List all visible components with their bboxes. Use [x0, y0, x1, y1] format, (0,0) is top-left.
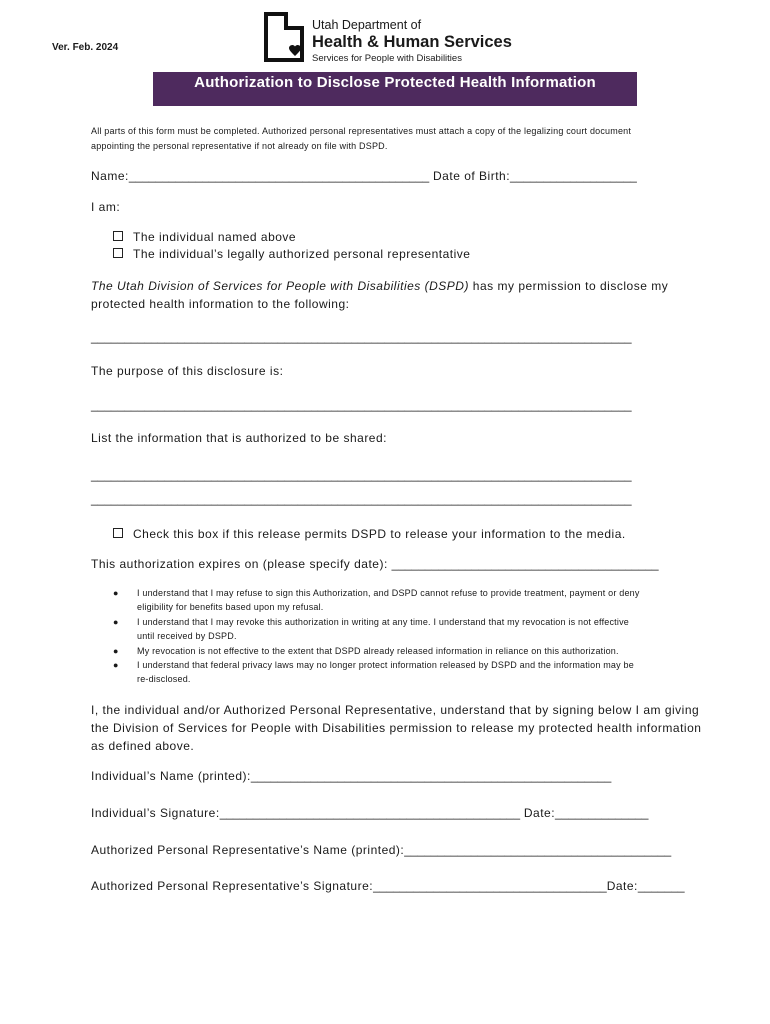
intro-line-2: appointing the personal representative if not already on file with DSPD.	[91, 141, 388, 151]
name-label: Name:	[91, 169, 129, 183]
info-label: List the information that is authorized to be shared:	[91, 431, 387, 445]
utah-state-icon	[262, 12, 310, 64]
logo-line-2: Health & Human Services	[312, 33, 512, 51]
form-title: Authorization to Disclose Protected Health Information	[153, 72, 637, 106]
info-input-2[interactable]: _________________________________________________________________________________	[91, 492, 632, 506]
bullet-icon: ●	[113, 588, 119, 598]
name-row	[91, 169, 637, 183]
individual-name-input[interactable]: ______________________________________________________	[250, 769, 612, 783]
media-option-label: Check this box if this release permits DSPD to release your information to the media.	[133, 527, 626, 541]
info-input-1[interactable]: _________________________________________________________________________________	[91, 468, 632, 482]
permission-italic: The Utah Division of Services for People with Disabilities (DSPD)	[91, 279, 469, 293]
statement-line-1: I, the individual and/or Authorized Personal Representative, understand that by signing below I am giving	[91, 703, 700, 717]
statement-line-2: the Division of Services for People with Disabilities permission to release my protected health information	[91, 721, 702, 735]
individual-signature-row	[91, 806, 648, 820]
checkbox-representative[interactable]	[113, 248, 123, 258]
rep-name-label: Authorized Personal Representative’s Name (printed):	[91, 843, 405, 857]
rep-signature-input[interactable]: ___________________________________	[373, 879, 607, 893]
bullet-2-line-1: I understand that I may revoke this authorization in writing at any time. I understand that my revocation is not effective	[137, 617, 629, 627]
bullet-icon: ●	[113, 617, 119, 627]
agency-logo	[262, 12, 532, 64]
permission-line-1	[91, 279, 668, 293]
logo-line-1: Utah Department of	[312, 18, 422, 32]
dob-label: Date of Birth:	[433, 169, 511, 183]
option-representative-label: The individual’s legally authorized personal representative	[133, 247, 471, 261]
checkbox-individual[interactable]	[113, 231, 123, 241]
expires-input[interactable]: ________________________________________	[391, 557, 659, 571]
version-label: Ver. Feb. 2024	[52, 42, 119, 53]
bullet-4-line-2: re-disclosed.	[137, 674, 191, 684]
purpose-label: The purpose of this disclosure is:	[91, 364, 284, 378]
statement-line-3: as defined above.	[91, 739, 195, 753]
recipient-input[interactable]: _________________________________________________________________________________	[91, 330, 632, 344]
i-am-label: I am:	[91, 200, 121, 214]
date-input-1[interactable]: ______________	[555, 806, 649, 820]
checkbox-media[interactable]	[113, 528, 123, 538]
bullet-1-line-2: eligibility for benefits based upon my refusal.	[137, 602, 324, 612]
name-input[interactable]: _____________________________________________	[128, 169, 430, 183]
option-representative[interactable]	[113, 247, 470, 261]
date-label-2: Date:	[606, 879, 638, 893]
rep-signature-label: Authorized Personal Representative’s Signature:	[91, 879, 374, 893]
individual-signature-input[interactable]: _____________________________________________	[219, 806, 521, 820]
logo-line-3: Services for People with Disabilities	[312, 53, 462, 64]
permission-rest: has my permission to disclose my	[468, 279, 669, 293]
bullet-3-line-1: My revocation is not effective to the extent that DSPD already released information in reliance on this authorization.	[137, 646, 619, 656]
purpose-input[interactable]: _________________________________________________________________________________	[91, 398, 632, 412]
option-individual-label: The individual named above	[133, 230, 297, 244]
permission-line-2: protected health information to the following:	[91, 297, 350, 311]
date-label-1: Date:	[523, 806, 556, 820]
dob-input[interactable]: ___________________	[510, 169, 637, 183]
bullet-4-line-1: I understand that federal privacy laws may no longer protect information released by DSPD and the information may be	[137, 660, 634, 670]
intro-line-1: All parts of this form must be completed. Authorized personal representatives must attach a copy of the legalizing court document	[91, 126, 632, 136]
media-option[interactable]	[113, 527, 626, 541]
bullet-icon: ●	[113, 646, 119, 656]
bullet-icon: ●	[113, 660, 119, 670]
individual-name-row	[91, 769, 611, 783]
individual-name-label: Individual’s Name (printed):	[91, 769, 251, 783]
rep-name-row	[91, 843, 671, 857]
individual-signature-label: Individual’s Signature:	[91, 806, 220, 820]
expires-label: This authorization expires on (please specify date):	[91, 557, 388, 571]
option-individual[interactable]	[113, 230, 296, 244]
bullet-2-line-2: until received by DSPD.	[137, 631, 237, 641]
bullet-1-line-1: I understand that I may refuse to sign this Authorization, and DSPD cannot refuse to provide treatment, payment or deny	[137, 588, 640, 598]
rep-signature-row	[91, 879, 685, 893]
date-input-2[interactable]: _______	[637, 879, 685, 893]
expires-row	[91, 557, 659, 571]
rep-name-input[interactable]: ________________________________________	[404, 843, 672, 857]
